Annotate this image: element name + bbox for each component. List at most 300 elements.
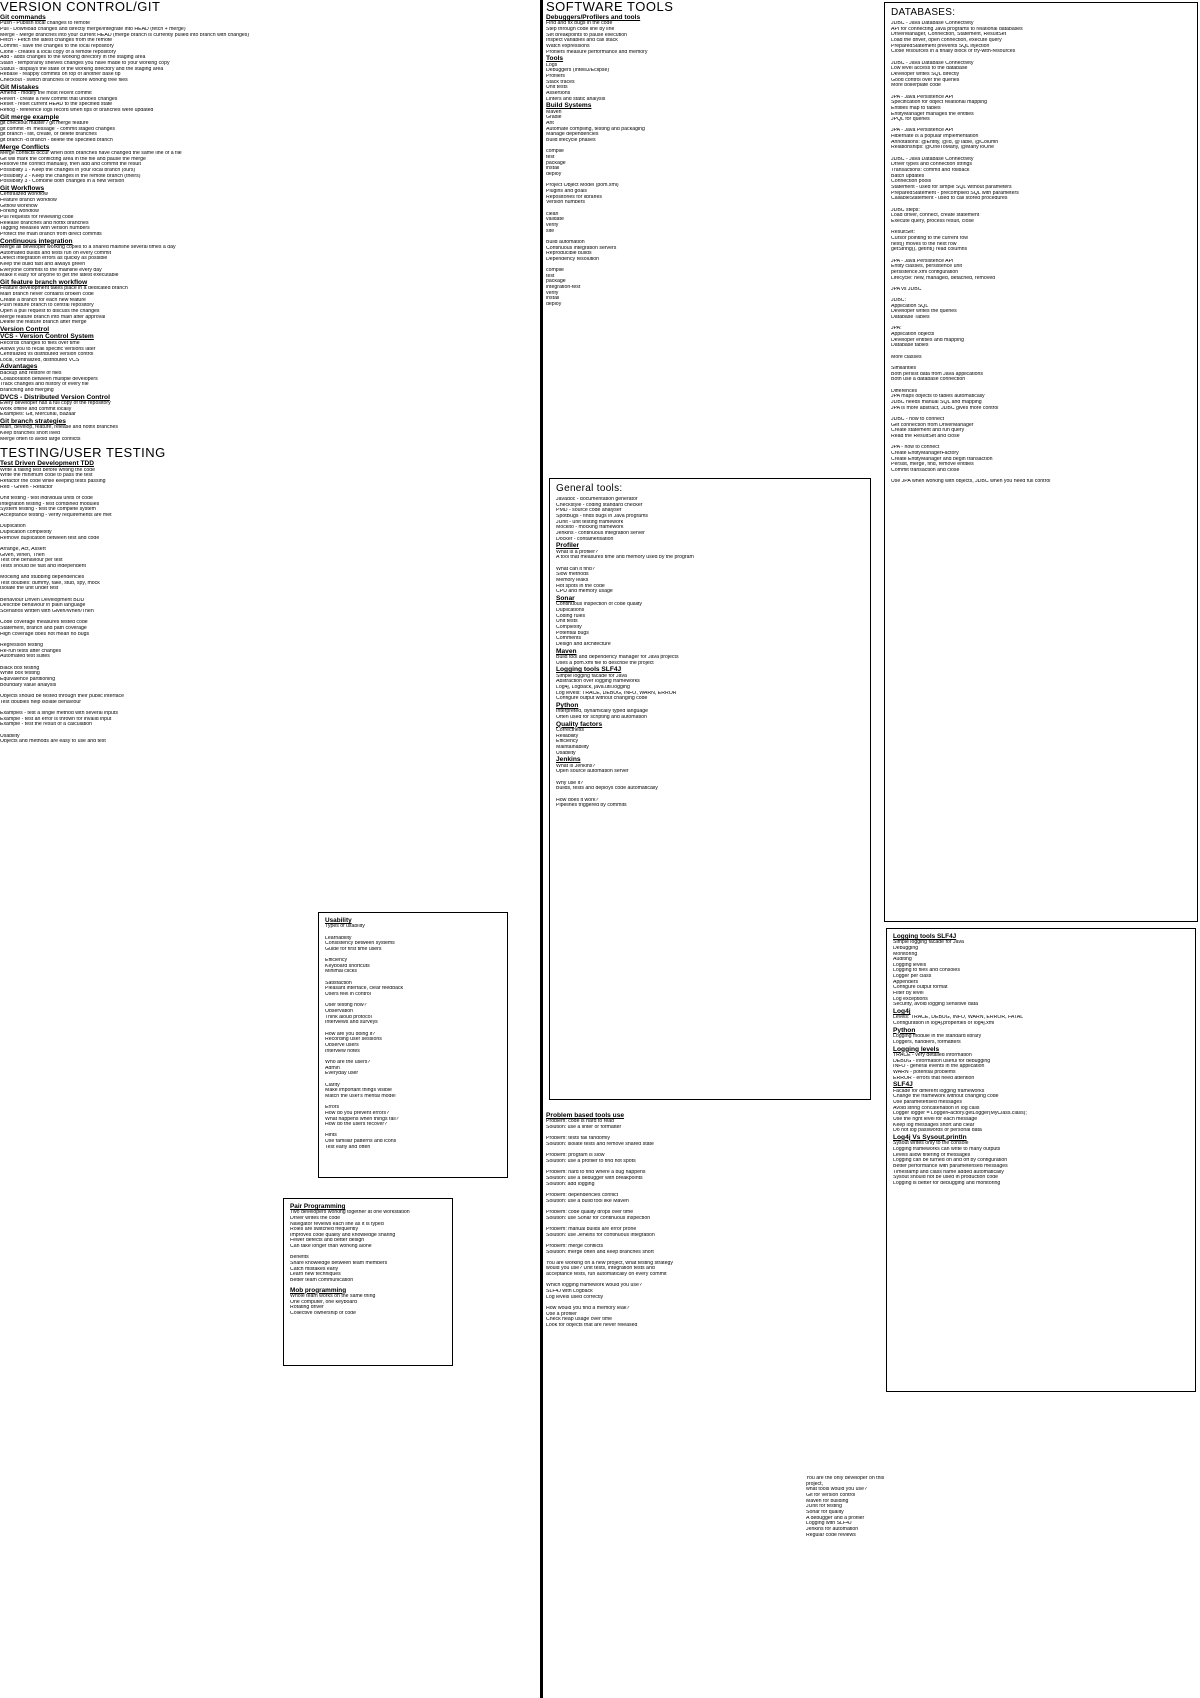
text-line: compile bbox=[546, 268, 564, 274]
section-heading: Continuous integration bbox=[0, 237, 73, 245]
section-heading: Log4j bbox=[893, 1008, 911, 1016]
text-line: Release branches and hotfix branches bbox=[0, 220, 89, 226]
text-line: verify bbox=[546, 290, 559, 296]
text-line: Merge often to avoid large conflicts bbox=[0, 436, 81, 442]
problem-lines bbox=[546, 1119, 876, 1328]
text-line: Logging to files and consoles bbox=[893, 968, 960, 974]
text-line: JPA - Java Persistence API bbox=[891, 128, 954, 134]
text-line: Stash - temporarily shelves changes you have made to your working copy bbox=[0, 61, 170, 66]
text-line: Problem: tests fail randomly bbox=[546, 1136, 611, 1142]
text-line: Examples: Git, Mercurial, Bazaar bbox=[0, 412, 76, 418]
text-line: Unit tests bbox=[556, 619, 578, 625]
text-line: What is Jenkins? bbox=[556, 763, 596, 769]
text-line: Maven for building bbox=[806, 1498, 849, 1504]
text-line: PMD - source code analyser bbox=[556, 508, 622, 514]
text-line: Remove duplication between test and code bbox=[0, 535, 100, 541]
text-line: ERROR - errors that need attention bbox=[893, 1075, 975, 1081]
text-line: Solution: use a profiler to find hot spots bbox=[546, 1159, 636, 1164]
text-line: Developer writes SQL directly bbox=[891, 71, 960, 77]
text-line: JDBC steps: bbox=[891, 207, 920, 213]
section-heading: Merge Conflicts bbox=[0, 143, 50, 151]
text-line: Interviews and surveys bbox=[325, 1020, 378, 1026]
text-line: Rebase - reapply commits on top of another base tip bbox=[0, 72, 121, 78]
text-line: Efficiency bbox=[556, 739, 579, 745]
text-line: More classes bbox=[891, 354, 922, 360]
text-line: JDBC - Java Database Connectivity bbox=[891, 60, 974, 66]
text-line: Problem: dependencies conflict bbox=[546, 1192, 619, 1198]
text-line: Open source automation server bbox=[556, 769, 629, 775]
text-line: API for connecting Java programs to relational databases bbox=[891, 26, 1023, 32]
text-line: Maintainability bbox=[556, 745, 589, 751]
text-line: Logging levels bbox=[893, 962, 927, 968]
text-line: Write the minimum code to pass the test bbox=[0, 473, 93, 479]
section-heading: Build Systems bbox=[546, 102, 592, 110]
text-line: Duplication bbox=[0, 524, 26, 530]
text-line: Entity classes, persistence unit bbox=[891, 264, 962, 270]
text-line: Examples - test a single method with several inputs bbox=[0, 710, 118, 716]
text-line: Work offline and commit locally bbox=[0, 406, 72, 412]
text-line: JDBC - Java Database Connectivity bbox=[891, 21, 974, 26]
text-line: install bbox=[546, 296, 560, 302]
text-line: Acceptance testing - verify requirements are met bbox=[0, 512, 112, 518]
text-line: Collaboration between multiple developers bbox=[0, 376, 98, 382]
section-heading: Git feature branch workflow bbox=[0, 279, 88, 287]
usability-box bbox=[318, 912, 508, 1178]
text-line: JPQL for queries bbox=[891, 117, 930, 123]
text-line: Equivalence partitioning bbox=[0, 676, 56, 682]
text-line: Create statement and run query bbox=[891, 428, 965, 434]
testing-sections bbox=[0, 460, 300, 745]
text-line: Problem: hard to find where a bug happens bbox=[546, 1170, 646, 1176]
text-line: Build tool and dependency manager for Java projects bbox=[556, 654, 679, 660]
text-line: Stack traces bbox=[546, 79, 575, 85]
text-line: Coding rules bbox=[556, 613, 586, 619]
logging-heading: Logging tools SLF4J bbox=[893, 933, 957, 940]
text-line: git branch - list, create, or delete branches bbox=[0, 132, 97, 138]
text-line: Configure output without changing code bbox=[556, 696, 648, 702]
text-line: Scenarios written with Given/When/Then bbox=[0, 609, 94, 615]
text-line: Satisfaction bbox=[325, 980, 352, 986]
text-line: Detect integration errors as quickly as possible bbox=[0, 256, 108, 262]
pair-programming-lines bbox=[290, 1210, 446, 1284]
text-line: Appenders bbox=[893, 979, 919, 985]
text-line: Simple logging facade for Java bbox=[556, 673, 627, 679]
usability-heading: Usability bbox=[325, 917, 352, 924]
text-line: Continuous integration servers bbox=[546, 245, 617, 251]
text-line: Cursor pointing to the current row bbox=[891, 235, 968, 241]
text-line: Possibility 2 - Keep the changes in the remote branch (theirs) bbox=[0, 173, 141, 179]
text-line: Share knowledge between team members bbox=[290, 1261, 388, 1267]
text-line: SLF4J with Logback bbox=[546, 1289, 593, 1295]
text-line: Auditing bbox=[893, 957, 912, 963]
text-line: Docker - containerisation bbox=[556, 536, 614, 542]
text-line: Hot spots in the code bbox=[556, 583, 605, 589]
mob-programming-heading: Mob programming bbox=[290, 1286, 347, 1294]
text-line: Git for version control bbox=[806, 1492, 856, 1498]
text-line: Tests should be fast and independent bbox=[0, 563, 86, 569]
section-heading: Python bbox=[893, 1026, 916, 1034]
text-line: Whole team works on the same thing bbox=[290, 1293, 376, 1299]
text-line: Git will mark the conflicting area in the file and pause the merge bbox=[0, 156, 146, 162]
text-line: Branching and merging bbox=[0, 387, 54, 393]
text-line: Commit transaction and close bbox=[891, 467, 960, 473]
text-line: Specification for object relational mapping bbox=[891, 100, 988, 106]
text-line: JPA - Java Persistence API bbox=[891, 258, 954, 264]
text-line: Avoid string concatenation in log calls bbox=[893, 1105, 980, 1111]
text-line: Merge feature branch into main after approval bbox=[0, 314, 106, 320]
text-line: Solution: merge often and keep branches short bbox=[546, 1249, 654, 1255]
text-line: Black box testing bbox=[0, 665, 40, 671]
text-line: Commit - save the changes to the local repository bbox=[0, 44, 114, 50]
problem-based-tools bbox=[546, 1112, 876, 1329]
text-line: Refactor the code while keeping tests passing bbox=[0, 478, 106, 484]
text-line: CallableStatement - used to call stored procedures bbox=[891, 196, 1008, 202]
text-line: Consistency between systems bbox=[325, 941, 395, 947]
text-line: Possibility 1 - Keep the changes in your local branch (ours) bbox=[0, 168, 136, 174]
text-line: Unit tests bbox=[546, 85, 568, 91]
text-line: Assertions bbox=[546, 91, 571, 97]
text-line: Status - displays the state of the working directory and the staging area bbox=[0, 66, 164, 72]
section-heading: Debuggers/Profilers and tools bbox=[546, 14, 641, 21]
text-line: Protect the main branch from direct commits bbox=[0, 232, 102, 238]
left-column bbox=[0, 0, 536, 745]
software-tools-column bbox=[546, 0, 876, 308]
text-line: Local, centralized, distributed VCS bbox=[0, 357, 80, 363]
text-line: Slow methods bbox=[556, 572, 589, 578]
text-line: JDBC - how to connect bbox=[891, 416, 945, 422]
text-line: Learnability bbox=[325, 935, 352, 941]
text-line: Fewer defects and better design bbox=[290, 1238, 365, 1244]
text-line: Logging with SLF4J bbox=[806, 1521, 852, 1527]
text-line: Debuggers (IntelliJ/Eclipse) bbox=[546, 68, 610, 74]
section-heading: Logging tools SLF4J bbox=[556, 666, 622, 674]
text-line: Watch expressions bbox=[546, 44, 590, 50]
text-line: Recording user sessions bbox=[325, 1037, 382, 1043]
text-line: getString(), getInt() read columns bbox=[891, 247, 968, 253]
text-line: JDBC: bbox=[891, 298, 906, 304]
logging-box bbox=[886, 928, 1196, 1392]
text-line: Step through code line by line bbox=[546, 27, 615, 33]
text-line: Everyone commits to the mainline every day bbox=[0, 267, 102, 273]
section-heading: Quality factors bbox=[556, 720, 603, 728]
text-line: Maven bbox=[546, 109, 562, 115]
text-line: Test early and often bbox=[325, 1144, 371, 1150]
text-line: Types of usability bbox=[325, 924, 365, 930]
text-line: Potential bugs bbox=[556, 630, 589, 636]
text-line: Centralized vs distributed version control bbox=[0, 352, 94, 358]
section-heading: Git commands bbox=[0, 14, 46, 21]
text-line: Execute query, process result, close bbox=[891, 218, 974, 224]
text-line: How would you find a memory leak? bbox=[546, 1306, 630, 1312]
text-line: PreparedStatement prevents SQL injection bbox=[891, 43, 990, 49]
text-line: Users feel in control bbox=[325, 992, 371, 998]
text-line: acceptance tests, run automatically on every commit bbox=[546, 1272, 667, 1278]
text-line: INFO - general events in the application bbox=[893, 1064, 985, 1070]
text-line: Observe users bbox=[325, 1042, 359, 1048]
text-line: Sysout should not be used in production code bbox=[893, 1175, 998, 1181]
text-line: Connection pools bbox=[891, 179, 932, 185]
text-line: site bbox=[546, 228, 555, 234]
text-line: would you use? Unit tests, integration tests and bbox=[546, 1266, 655, 1272]
text-line: Log exceptions bbox=[893, 996, 928, 1002]
text-line: Design and architecture bbox=[556, 641, 611, 647]
text-line: Guide for first time users bbox=[325, 946, 382, 952]
text-line: Track changes and history of every file bbox=[0, 382, 89, 388]
text-line: Logging is better for debugging and monitoring bbox=[893, 1180, 1001, 1186]
text-line: Automated builds and tests run on every commit bbox=[0, 250, 112, 256]
text-line: Solution: add logging bbox=[546, 1181, 595, 1187]
text-line: Re-run tests after changes bbox=[0, 648, 62, 654]
text-line: Keyboard shortcuts bbox=[325, 963, 370, 969]
text-line: Solution: isolate tests and remove shared state bbox=[546, 1142, 654, 1148]
text-line: Interpreted, dynamically typed language bbox=[556, 709, 648, 715]
text-line: Continuous inspection of code quality bbox=[556, 602, 642, 608]
text-line: Pipelines triggered by commits bbox=[556, 803, 627, 809]
text-line: Make it easy for anyone to get the latest executable bbox=[0, 273, 119, 279]
text-line: Lifecycle: new, managed, detached, removed bbox=[891, 275, 996, 281]
text-line: Feature development takes place in a dedicated branch bbox=[0, 286, 128, 292]
text-line: Hints bbox=[325, 1133, 337, 1139]
text-line: Ant bbox=[546, 121, 554, 127]
text-line: Given, When, Then bbox=[0, 552, 45, 558]
text-line: Problem: code is hard to read bbox=[546, 1119, 615, 1125]
text-line: Use familiar patterns and icons bbox=[325, 1139, 397, 1145]
text-line: Find and fix bugs in the code bbox=[546, 21, 613, 27]
text-line: Learn new techniques bbox=[290, 1272, 341, 1278]
text-line: Logging frameworks can write to many outputs bbox=[893, 1146, 1001, 1152]
section-heading: Advantages bbox=[0, 363, 38, 371]
section-heading: Profiler bbox=[556, 542, 580, 550]
text-line: Change the framework without changing code bbox=[893, 1094, 999, 1100]
text-line: Timestamp and class name added automatically bbox=[893, 1169, 1004, 1175]
text-line: Automate compiling, testing and packaging bbox=[546, 126, 645, 132]
text-line: Centralized workflow bbox=[0, 192, 48, 198]
text-line: Levels: TRACE, DEBUG, INFO, WARN, ERROR, FATAL bbox=[893, 1015, 1024, 1021]
text-line: Admin bbox=[325, 1065, 340, 1071]
text-line: JPA: bbox=[891, 326, 902, 332]
text-line: persistence.xml configuration bbox=[891, 269, 959, 275]
text-line: Interview notes bbox=[325, 1048, 360, 1054]
mob-programming-lines bbox=[290, 1294, 446, 1317]
text-line: Read the ResultSet and close bbox=[891, 433, 960, 439]
text-line: Logging can be turned on and off by configuration bbox=[893, 1158, 1008, 1164]
text-line: Clone - creates a local copy of a remote repository bbox=[0, 49, 116, 55]
text-line: More boilerplate code bbox=[891, 83, 941, 89]
section-heading: Sonar bbox=[556, 594, 575, 602]
text-line: verify bbox=[546, 222, 559, 228]
text-line: Pull - Download changes and directly merge/integrate into HEAD (fetch + merge) bbox=[0, 27, 186, 33]
text-line: Dependency resolution bbox=[546, 256, 600, 262]
general-tools-sections bbox=[556, 497, 864, 809]
text-line: Configuration in log4j.properties or log4j.xml bbox=[893, 1021, 995, 1027]
text-line: Monitoring bbox=[893, 951, 918, 957]
text-line: JPA - Java Persistence API bbox=[891, 94, 954, 100]
text-line: Delete the feature branch after merge bbox=[0, 320, 87, 326]
text-line: Plugins and goals bbox=[546, 188, 587, 194]
text-line: package bbox=[546, 160, 566, 166]
text-line: Good control over the queries bbox=[891, 77, 960, 83]
text-line: White box testing bbox=[0, 671, 40, 677]
text-line: Problem: code quality drops over time bbox=[546, 1209, 634, 1215]
usability-lines bbox=[325, 924, 501, 1150]
text-line: deploy bbox=[546, 171, 562, 177]
section-heading: Log4j Vs Sysout.println bbox=[893, 1133, 967, 1141]
text-line: You are working on a new project, what testing strategy bbox=[546, 1260, 673, 1266]
text-line: Observation bbox=[325, 1009, 353, 1015]
text-line: High coverage does not mean no bugs bbox=[0, 631, 90, 637]
text-line: Log levels: TRACE, DEBUG, INFO, WARN, ERROR bbox=[556, 690, 677, 696]
problem-heading: Problem based tools use bbox=[546, 1112, 625, 1119]
text-line: Hibernate is a popular implementation bbox=[891, 134, 979, 140]
section-heading: Python bbox=[556, 701, 579, 709]
text-line: How does it work? bbox=[556, 797, 599, 803]
text-line: Describe behaviour in plain language bbox=[0, 603, 86, 609]
text-line: User testing how? bbox=[325, 1003, 367, 1009]
text-line: What can it find? bbox=[556, 566, 595, 572]
text-line: Backup and restore of files bbox=[0, 370, 62, 376]
text-line: Batch updates bbox=[891, 173, 925, 179]
text-line: Simple logging facade for Java bbox=[893, 940, 964, 946]
text-line: Merge conflicts occur when both branches have changed the same line of a file bbox=[0, 151, 182, 157]
text-line: Jenkins for automation bbox=[806, 1526, 859, 1532]
text-line: How do the users recover? bbox=[325, 1122, 387, 1128]
text-line: Behaviour Driven Development BDD bbox=[0, 597, 85, 603]
text-line: Records changes to files over time bbox=[0, 340, 80, 346]
text-line: Inspect variables and call stack bbox=[546, 38, 618, 44]
text-line: Errors bbox=[325, 1105, 340, 1111]
text-line: Merge all developer working copies to a shared mainline several times a day bbox=[0, 245, 176, 251]
text-line: Efficiency bbox=[325, 958, 348, 964]
text-line: Duplications bbox=[556, 607, 585, 613]
text-line: what tools would you use? bbox=[806, 1487, 867, 1493]
text-line: Rotating driver bbox=[290, 1305, 324, 1311]
section-heading: Git Mistakes bbox=[0, 83, 39, 91]
text-line: Checkout - switch branches or restore working tree files bbox=[0, 77, 128, 83]
text-line: A debugger and a profiler bbox=[806, 1515, 865, 1521]
text-line: Loggers, handlers, formatters bbox=[893, 1039, 961, 1045]
text-line: Pleasant interface, clear feedback bbox=[325, 986, 404, 992]
text-line: Driver types and connection strings bbox=[891, 162, 973, 168]
section-heading: Git merge example bbox=[0, 113, 60, 121]
text-line: Keep the build fast and always green bbox=[0, 262, 86, 268]
text-line: Clarity bbox=[325, 1082, 340, 1088]
text-line: Database tables bbox=[891, 343, 929, 349]
text-line: Add - adds changes to the working directory in the staging area bbox=[0, 55, 146, 61]
text-line: Can take longer than working alone bbox=[290, 1244, 372, 1250]
text-line: Forking workflow bbox=[0, 209, 39, 215]
text-line: Duplication complexity bbox=[0, 529, 52, 535]
text-line: JUnit - unit testing framework bbox=[556, 519, 624, 525]
text-line: Statement - used for simple SQL without parameters bbox=[891, 185, 1012, 191]
text-line: Improves code quality and knowledge sharing bbox=[290, 1232, 396, 1238]
text-line: Configure output format bbox=[893, 985, 948, 991]
text-line: JPA maps objects to tables automatically bbox=[891, 394, 985, 400]
text-line: Example - test an error is thrown for invalid input bbox=[0, 716, 112, 722]
text-line: Annotations: @Entity, @Id, @Table, @Column bbox=[891, 139, 999, 145]
text-line: git branch -d branch - delete the specified branch bbox=[0, 138, 113, 144]
text-line: Developer writes the queries bbox=[891, 309, 957, 315]
section-heading: SLF4J bbox=[893, 1081, 913, 1089]
text-line: Security, avoid logging sensitive data bbox=[893, 1002, 978, 1008]
text-line: Push - Publish local changes to remote bbox=[0, 21, 90, 27]
text-line: TRACE - very detailed information bbox=[893, 1052, 972, 1058]
pair-programming-box bbox=[283, 1198, 453, 1366]
text-line: A tool that measures time and memory used by the program bbox=[556, 555, 694, 561]
text-line: Test doubles: dummy, fake, stub, spy, mock bbox=[0, 580, 100, 586]
text-line: Logger per class bbox=[893, 974, 932, 980]
text-line: ResultSet: bbox=[891, 230, 915, 236]
software-tools-title: SOFTWARE TOOLS bbox=[546, 0, 674, 14]
text-line: Create EntityManager and begin transaction bbox=[891, 456, 993, 462]
text-line: Main branch never contains broken code bbox=[0, 292, 94, 298]
text-line: Navigator reviews each line as it is typed bbox=[290, 1221, 384, 1227]
text-line: Amend - modify the most recent commit bbox=[0, 91, 92, 97]
text-line: Everyday user bbox=[325, 1071, 359, 1077]
version-control-title: VERSION CONTROL/GIT bbox=[0, 0, 161, 14]
text-line: Write a failing test before writing the code bbox=[0, 467, 96, 473]
text-line: Reproducible builds bbox=[546, 251, 592, 257]
text-line: Javadoc - documentation generator bbox=[556, 497, 638, 502]
text-line: Use parameterised messages bbox=[893, 1099, 962, 1105]
databases-title: DATABASES: bbox=[891, 7, 956, 18]
text-line: Allows you to recall specific versions later bbox=[0, 346, 96, 352]
text-line: Reliability bbox=[556, 733, 579, 739]
text-line: Both use a database connection bbox=[891, 377, 966, 383]
text-line: validate bbox=[546, 217, 564, 223]
text-line: Abstraction over logging frameworks bbox=[556, 679, 640, 685]
section-heading: Logging levels bbox=[893, 1045, 940, 1053]
text-line: JPA - how to connect bbox=[891, 445, 940, 451]
text-line: How are you doing it? bbox=[325, 1031, 376, 1037]
text-line: Reflog - reference logs record when tips of branches were updated bbox=[0, 108, 154, 113]
text-line: Mocking and stubbing dependencies bbox=[0, 575, 85, 581]
general-tools-box bbox=[549, 478, 871, 1100]
text-line: Solution: use a debugger with breakpoints bbox=[546, 1175, 643, 1181]
text-line: Persist, merge, find, remove entities bbox=[891, 462, 974, 468]
text-line: Problem: merge conflicts bbox=[546, 1243, 604, 1249]
text-line: Main, develop, feature, release and hotfix branches bbox=[0, 425, 118, 431]
section-heading: Git branch strategies bbox=[0, 417, 66, 425]
text-line: Test doubles help isolate behaviour bbox=[0, 699, 82, 705]
text-line: Isolate the unit under test bbox=[0, 586, 59, 592]
text-line: Look for objects that are never released bbox=[546, 1323, 638, 1329]
text-line: Close resources in a finally block or try-with-resources bbox=[891, 49, 1016, 55]
text-line: Gitflow workflow bbox=[0, 203, 38, 209]
text-line: Load driver, connect, create statement bbox=[891, 213, 980, 219]
text-line: Keep log messages short and clear bbox=[893, 1122, 975, 1128]
section-heading: Git Workflows bbox=[0, 185, 45, 193]
text-line: Minimal clicks bbox=[325, 969, 357, 975]
version-control-sections bbox=[0, 14, 536, 442]
text-line: deploy bbox=[546, 302, 562, 308]
text-line: Objects and methods are easy to use and test bbox=[0, 739, 106, 745]
text-line: SpotBugs - finds bugs in Java programs bbox=[556, 513, 648, 519]
software-tools-sections bbox=[546, 14, 876, 308]
text-line: DEBUG - information useful for debugging bbox=[893, 1058, 991, 1064]
text-line: Linters and static analysis bbox=[546, 96, 606, 102]
text-line: Create a branch for each new feature bbox=[0, 297, 86, 303]
text-line: Usability bbox=[556, 750, 576, 756]
text-line: Collective ownership of code bbox=[290, 1310, 357, 1316]
text-line: Logger logger = LoggerFactory.getLogger(MyClass.class); bbox=[893, 1111, 1027, 1117]
text-line: Arrange, Act, Assert bbox=[0, 546, 46, 552]
text-line: Problem: program is slow bbox=[546, 1153, 605, 1159]
text-line: How do you prevent errors? bbox=[325, 1110, 390, 1116]
text-line: Logging module in the standard library bbox=[893, 1034, 982, 1040]
text-line: Levels allow filtering of messages bbox=[893, 1152, 971, 1158]
text-line: Check heap usage over time bbox=[546, 1317, 613, 1323]
text-line: EntityManager manages the entities bbox=[891, 111, 974, 117]
